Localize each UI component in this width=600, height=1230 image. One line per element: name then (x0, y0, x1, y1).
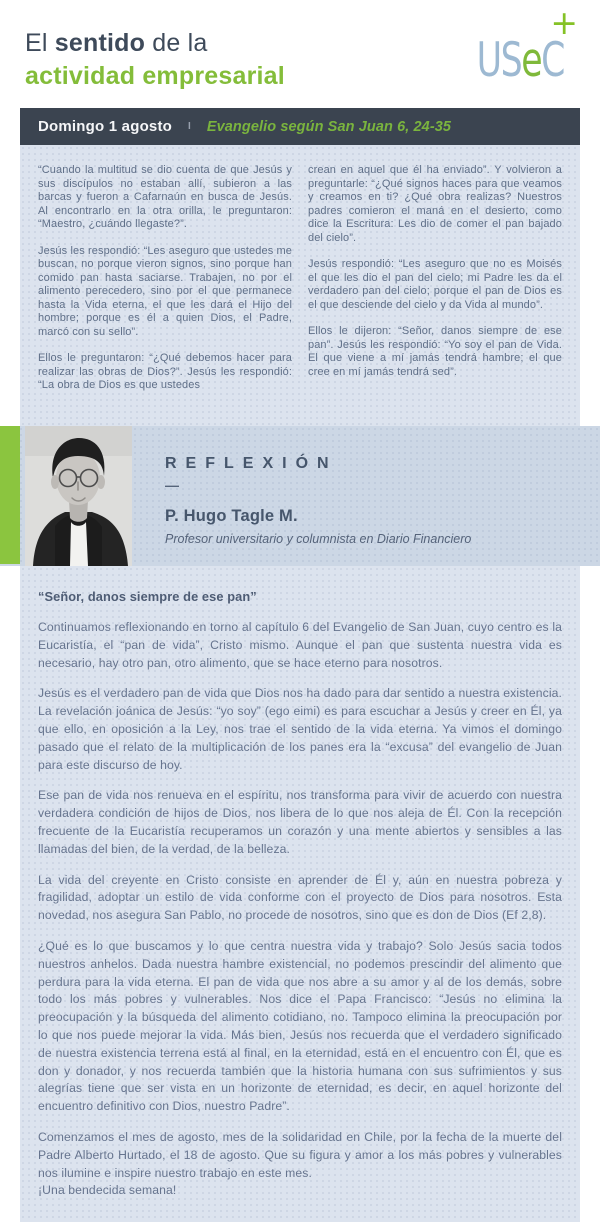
author-name: P. Hugo Tagle M. (165, 507, 298, 525)
gospel-paragraph: “Cuando la multitud se dio cuenta de que Jesús y sus discípulos no estaban allí, subieron a las barcas y fueron a Cafarnaún en busca de Jesús. Al encontrarlo en la otra orilla, le preguntaron: “Maestro, ¿cuándo llegaste?”. (38, 164, 292, 230)
article-heading: “Señor, danos siempre de ese pan” (38, 589, 257, 604)
article-panel (20, 566, 580, 1222)
article-paragraph: ¿Qué es lo que buscamos y lo que centra nuestra vida y trabajo? Solo Jesús sacia todos nuestros anhelos. Dada nuestra hambre existencial, no podemos prescindir del alimento que perdura para la vida eterna. El pan de vida que nos abre a su amor y al de los demás, sobre todo los más pobres y vulnerables. Nos dice el Papa Francisco: “Jesús no elimina la preocupación y la búsqueda del alimento cotidiano, no. Tampoco elimina la preocupación por lo que nos puede mejorar la vida. Más bien, Jesús nos recuerda que el verdadero significado de nuestra existencia terrena está al final, en la eternidad, está en el encuentro con Él, que es don y donador, y nos recuerda también que la historia humana con sus sufrimientos y sus alegrías tiene que ser vista en un horizonte de eternidad, es decir, en aquel horizonte del encuentro definitivo con Dios, nuestro Padre”. (38, 938, 562, 1114)
green-accent-bar (0, 426, 20, 564)
author-photo (25, 426, 132, 566)
gospel-paragraph: Ellos le dijeron: “Señor, danos siempre de ese pan”. Jesús les respondió: “Yo soy el pan de Vida. El que viene a mí jamás tendrá hambre; el que cree en mí jamás tendrá sed”. (308, 325, 562, 378)
logo-letter-c: C (541, 33, 564, 88)
page-title (25, 27, 285, 93)
title-post: de la (145, 29, 208, 57)
title-bold: sentido (54, 29, 146, 57)
usec-logo (476, 3, 578, 94)
gospel-panel (20, 145, 580, 426)
article-paragraph: Jesús es el verdadero pan de vida que Dios nos ha dado para dar sentido a nuestra existencia. La revelación joánica de Jesús: “yo soy” (ego eimi) es para escuchar a Jesús y creer en Él, ya que ello, en oposición a la Ley, nos trae el sentido de la vida eterna. Ya vimos el domingo pasado que el relato de la multiplicación de los panes era la “excusa” del evangelio de Juan para este discurso de hoy. (38, 686, 562, 772)
date-label: Domingo 1 agosto (38, 118, 173, 135)
gospel-column-right (308, 164, 562, 426)
gospel-column-left (38, 164, 292, 426)
reflection-label: REFLEXIÓN (165, 455, 338, 472)
date-bar (20, 108, 580, 145)
title-line-2: actividad empresarial (25, 62, 285, 90)
separator: I (188, 121, 191, 132)
reflection-dash: — (165, 477, 179, 493)
reflection-meta (165, 455, 471, 546)
logo-letter-e: e (521, 33, 542, 88)
article-paragraph: Ese pan de vida nos renueva en el espíritu, nos transforma para vivir de acuerdo con nuestra verdadera condición de hijos de Dios, nos libera de lo que nos aleja de Él. Con la recepción frecuente de la Eucaristía recuperamos un corazón y una mente abiertos y sensibles a las llamadas del bien, de la verdad, de la belleza. (38, 788, 562, 856)
logo-letters-us: US (476, 33, 522, 88)
gospel-paragraph: crean en aquel que él ha enviado”. Y volvieron a preguntarle: “¿Qué signos haces para que veamos y creamos en ti? ¿Qué obra realizas? Nuestros padres comieron el maná en el desierto, como dice la Escritura: Les dio de comer el pan bajado del cielo”. (308, 164, 562, 244)
article-paragraph: Comenzamos el mes de agosto, mes de la solidaridad en Chile, por la fecha de la muerte del Padre Alberto Hurtado, el 18 de agosto. Que su figura y amor a los más pobres y vulnerables nos ilumine e inspire nuestro trabajo en este mes. (38, 1129, 562, 1180)
gospel-paragraph: Jesús respondió: “Les aseguro que no es Moisés el que les dio el pan del cielo; mi Padre les da el verdadero pan del cielo; porque el pan de Dios es el que desciende del cielo y da Vida al mundo”. (308, 258, 562, 311)
title-line-1 (25, 27, 285, 60)
reflection-band (0, 426, 600, 566)
newsletter-header (0, 0, 600, 108)
gospel-paragraph: Ellos le preguntaron: “¿Qué debemos hacer para realizar las obras de Dios?”. Jesús les respondió: “La obra de Dios es que ustedes (38, 352, 292, 391)
author-role: Profesor universitario y columnista en Diario Financiero (165, 532, 472, 546)
article-paragraph: La vida del creyente en Cristo consiste en aprender de Él y, aún en nuestra pobreza y fragilidad, adoptar un estilo de vida conforme con el proyecto de Dios para nosotros. Esta novedad, nos asegura San Pablo, no procede de nosotros, sino que es don de Dios (Ef 2,8). (38, 872, 562, 923)
gospel-paragraph: Jesús les respondió: “Les aseguro que ustedes me buscan, no porque vieron signos, sino porque han comido pan hasta saciarse. Trabajen, no por el alimento perecedero, sino por el que permanece hasta la Vida eterna, el que les dará el Hijo del hombre; porque es él a quien Dios, el Padre, marcó con su sello”. (38, 244, 292, 338)
article-paragraph: Continuamos reflexionando en torno al capítulo 6 del Evangelio de San Juan, cuyo centro es la Eucaristía, el “pan de vida”, Cristo mismo. Aunque el pan que sustenta nuestra vida es necesario, hay otro pan, otro alimento, que se hace eterno para nosotros. (38, 620, 562, 670)
gospel-reference: Evangelio según San Juan 6, 24-35 (206, 118, 452, 135)
article-closing: ¡Una bendecida semana! (38, 1183, 177, 1198)
author-photo-image (25, 426, 132, 566)
plus-icon: + (550, 3, 578, 42)
title-pre: El (25, 29, 55, 57)
